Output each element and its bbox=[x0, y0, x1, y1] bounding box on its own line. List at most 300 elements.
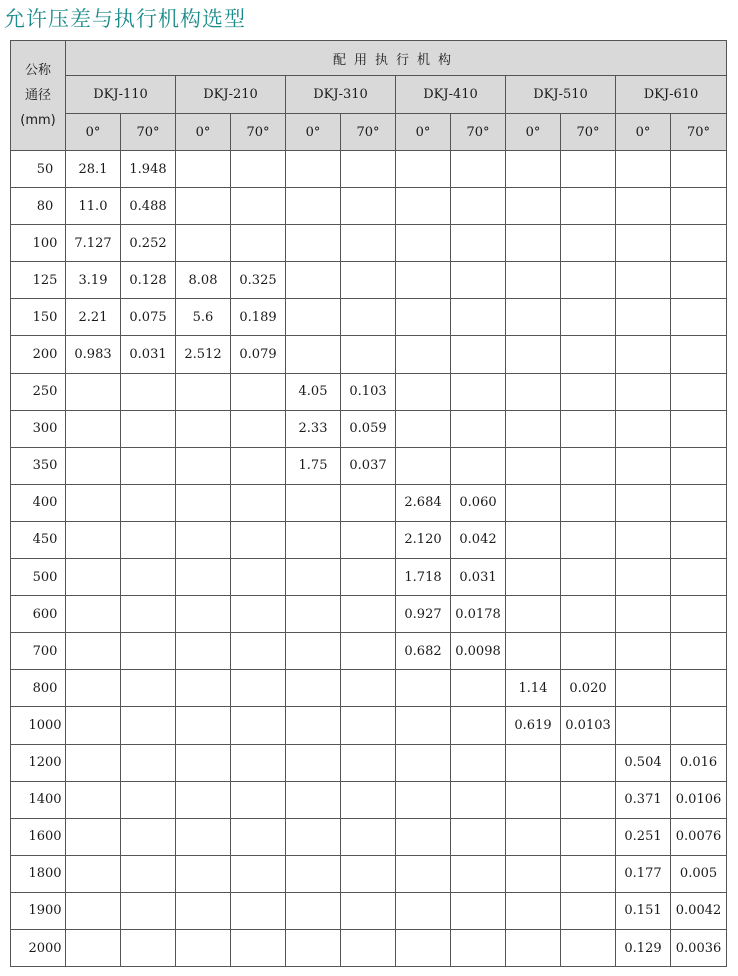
pressure-value-cell bbox=[286, 818, 341, 855]
pressure-value-cell bbox=[286, 299, 341, 336]
pressure-value-cell bbox=[451, 225, 506, 262]
pressure-value-cell bbox=[616, 633, 671, 670]
nominal-diameter-cell: 1200 bbox=[11, 744, 66, 781]
pressure-value-cell bbox=[286, 670, 341, 707]
pressure-value-cell bbox=[66, 707, 121, 744]
pressure-value-cell bbox=[616, 521, 671, 558]
pressure-value-cell bbox=[286, 336, 341, 373]
pressure-value-cell bbox=[451, 744, 506, 781]
page-title: 允许压差与执行机构选型 bbox=[4, 7, 246, 31]
model-header: DKJ-610 bbox=[616, 76, 727, 114]
pressure-value-cell bbox=[506, 447, 561, 484]
nominal-diameter-cell: 150 bbox=[11, 299, 66, 336]
pressure-value-cell bbox=[506, 744, 561, 781]
pressure-value-cell bbox=[671, 596, 727, 633]
pressure-value-cell: 5.6 bbox=[176, 299, 231, 336]
nominal-diameter-cell: 300 bbox=[11, 410, 66, 447]
pressure-value-cell: 2.21 bbox=[66, 299, 121, 336]
angle-header: 70° bbox=[451, 114, 506, 151]
pressure-value-cell bbox=[506, 484, 561, 521]
pressure-value-cell bbox=[231, 633, 286, 670]
pressure-value-cell bbox=[396, 892, 451, 929]
pressure-value-cell bbox=[121, 707, 176, 744]
pressure-value-cell: 2.120 bbox=[396, 521, 451, 558]
nominal-diameter-cell: 1400 bbox=[11, 781, 66, 818]
pressure-value-cell bbox=[66, 521, 121, 558]
pressure-value-cell bbox=[451, 262, 506, 299]
pressure-value-cell bbox=[561, 299, 616, 336]
pressure-value-cell bbox=[616, 596, 671, 633]
pressure-value-cell: 1.718 bbox=[396, 559, 451, 596]
pressure-value-cell bbox=[176, 670, 231, 707]
pressure-value-cell bbox=[561, 559, 616, 596]
nominal-diameter-cell: 1600 bbox=[11, 818, 66, 855]
angle-header: 0° bbox=[66, 114, 121, 151]
pressure-value-cell: 1.14 bbox=[506, 670, 561, 707]
pressure-value-cell bbox=[396, 670, 451, 707]
pressure-value-cell: 0.325 bbox=[231, 262, 286, 299]
pressure-value-cell bbox=[286, 559, 341, 596]
pressure-value-cell bbox=[616, 188, 671, 225]
pressure-value-cell bbox=[341, 855, 396, 892]
pressure-value-cell bbox=[66, 410, 121, 447]
pressure-value-cell bbox=[231, 670, 286, 707]
pressure-value-cell: 0.031 bbox=[121, 336, 176, 373]
nominal-diameter-cell: 1000 bbox=[11, 707, 66, 744]
pressure-value-cell bbox=[66, 484, 121, 521]
pressure-value-cell bbox=[671, 559, 727, 596]
pressure-value-cell: 0.189 bbox=[231, 299, 286, 336]
pressure-value-cell bbox=[451, 336, 506, 373]
pressure-value-cell: 0.128 bbox=[121, 262, 176, 299]
pressure-value-cell bbox=[231, 781, 286, 818]
nominal-diameter-cell: 250 bbox=[11, 373, 66, 410]
pressure-value-cell bbox=[671, 151, 727, 188]
pressure-value-cell bbox=[231, 521, 286, 558]
pressure-value-cell bbox=[451, 929, 506, 966]
pressure-actuator-table bbox=[10, 40, 727, 967]
pressure-value-cell bbox=[396, 336, 451, 373]
pressure-value-cell bbox=[176, 707, 231, 744]
pressure-value-cell bbox=[561, 410, 616, 447]
pressure-value-cell bbox=[176, 373, 231, 410]
pressure-value-cell bbox=[451, 855, 506, 892]
pressure-value-cell: 0.0106 bbox=[671, 781, 727, 818]
pressure-value-cell bbox=[231, 892, 286, 929]
table-row bbox=[11, 707, 727, 744]
pressure-value-cell bbox=[671, 373, 727, 410]
angle-header: 70° bbox=[341, 114, 396, 151]
table-row bbox=[11, 447, 727, 484]
pressure-value-cell bbox=[121, 447, 176, 484]
pressure-value-cell bbox=[176, 596, 231, 633]
pressure-value-cell bbox=[506, 892, 561, 929]
pressure-value-cell: 0.0042 bbox=[671, 892, 727, 929]
pressure-value-cell bbox=[561, 892, 616, 929]
pressure-value-cell bbox=[561, 596, 616, 633]
angle-header: 0° bbox=[616, 114, 671, 151]
nominal-diameter-cell: 700 bbox=[11, 633, 66, 670]
pressure-value-cell bbox=[176, 744, 231, 781]
pressure-value-cell: 0.0076 bbox=[671, 818, 727, 855]
pressure-value-cell bbox=[396, 410, 451, 447]
pressure-value-cell bbox=[396, 744, 451, 781]
pressure-value-cell bbox=[396, 299, 451, 336]
pressure-value-cell bbox=[451, 299, 506, 336]
model-header: DKJ-510 bbox=[506, 76, 616, 114]
actuator-super-header: 配用执行机构 bbox=[66, 41, 727, 76]
nominal-diameter-cell: 800 bbox=[11, 670, 66, 707]
table-row bbox=[11, 262, 727, 299]
pressure-value-cell: 0.251 bbox=[616, 818, 671, 855]
nominal-diameter-cell: 80 bbox=[11, 188, 66, 225]
pressure-value-cell bbox=[176, 818, 231, 855]
pressure-value-cell bbox=[121, 744, 176, 781]
pressure-value-cell bbox=[176, 188, 231, 225]
pressure-value-cell bbox=[341, 559, 396, 596]
pressure-value-cell bbox=[121, 521, 176, 558]
pressure-value-cell: 0.129 bbox=[616, 929, 671, 966]
pressure-value-cell bbox=[396, 447, 451, 484]
pressure-value-cell bbox=[506, 559, 561, 596]
pressure-value-cell bbox=[286, 484, 341, 521]
pressure-value-cell bbox=[176, 484, 231, 521]
table-row bbox=[11, 373, 727, 410]
pressure-value-cell bbox=[286, 521, 341, 558]
pressure-value-cell bbox=[176, 855, 231, 892]
pressure-value-cell: 4.05 bbox=[286, 373, 341, 410]
nominal-diameter-cell: 125 bbox=[11, 262, 66, 299]
header-row-super bbox=[11, 41, 727, 76]
pressure-value-cell bbox=[561, 521, 616, 558]
table-row bbox=[11, 633, 727, 670]
pressure-value-cell bbox=[286, 262, 341, 299]
pressure-value-cell bbox=[231, 410, 286, 447]
pressure-value-cell bbox=[286, 225, 341, 262]
pressure-value-cell bbox=[671, 336, 727, 373]
pressure-value-cell bbox=[286, 596, 341, 633]
pressure-value-cell bbox=[396, 151, 451, 188]
pressure-value-cell: 0.488 bbox=[121, 188, 176, 225]
pressure-value-cell: 11.0 bbox=[66, 188, 121, 225]
pressure-value-cell bbox=[451, 781, 506, 818]
pressure-value-cell bbox=[506, 633, 561, 670]
pressure-value-cell bbox=[341, 484, 396, 521]
pressure-value-cell bbox=[671, 410, 727, 447]
pressure-value-cell bbox=[286, 188, 341, 225]
pressure-value-cell: 0.177 bbox=[616, 855, 671, 892]
nominal-diameter-cell: 450 bbox=[11, 521, 66, 558]
pressure-value-cell: 2.684 bbox=[396, 484, 451, 521]
table-row bbox=[11, 781, 727, 818]
pressure-value-cell bbox=[506, 855, 561, 892]
pressure-value-cell bbox=[451, 892, 506, 929]
nominal-diameter-cell: 100 bbox=[11, 225, 66, 262]
pressure-value-cell: 1.75 bbox=[286, 447, 341, 484]
pressure-value-cell bbox=[561, 781, 616, 818]
pressure-value-cell bbox=[506, 781, 561, 818]
pressure-value-cell bbox=[66, 670, 121, 707]
pressure-value-cell bbox=[506, 410, 561, 447]
nominal-diameter-cell: 500 bbox=[11, 559, 66, 596]
pressure-value-cell bbox=[286, 892, 341, 929]
pressure-value-cell: 8.08 bbox=[176, 262, 231, 299]
pressure-value-cell: 0.0103 bbox=[561, 707, 616, 744]
nominal-diameter-cell: 350 bbox=[11, 447, 66, 484]
pressure-value-cell bbox=[561, 447, 616, 484]
pressure-value-cell: 0.504 bbox=[616, 744, 671, 781]
pressure-value-cell bbox=[341, 225, 396, 262]
pressure-value-cell bbox=[341, 299, 396, 336]
pressure-value-cell bbox=[341, 521, 396, 558]
angle-header: 0° bbox=[176, 114, 231, 151]
pressure-value-cell bbox=[231, 373, 286, 410]
pressure-value-cell bbox=[671, 262, 727, 299]
pressure-value-cell: 0.0098 bbox=[451, 633, 506, 670]
table-row bbox=[11, 336, 727, 373]
pressure-value-cell bbox=[561, 336, 616, 373]
model-header: DKJ-110 bbox=[66, 76, 176, 114]
pressure-value-cell bbox=[231, 744, 286, 781]
pressure-value-cell bbox=[506, 225, 561, 262]
pressure-value-cell bbox=[231, 559, 286, 596]
pressure-value-cell bbox=[121, 633, 176, 670]
pressure-value-cell bbox=[506, 373, 561, 410]
pressure-value-cell bbox=[66, 447, 121, 484]
pressure-value-cell bbox=[561, 373, 616, 410]
table-row bbox=[11, 484, 727, 521]
table-row bbox=[11, 670, 727, 707]
pressure-value-cell: 0.016 bbox=[671, 744, 727, 781]
pressure-value-cell bbox=[506, 262, 561, 299]
pressure-value-cell bbox=[506, 336, 561, 373]
header-row-angles bbox=[11, 114, 727, 151]
pressure-value-cell bbox=[451, 707, 506, 744]
pressure-value-cell bbox=[396, 225, 451, 262]
angle-header: 70° bbox=[561, 114, 616, 151]
pressure-value-cell bbox=[451, 818, 506, 855]
pressure-value-cell bbox=[121, 373, 176, 410]
pressure-value-cell: 0.103 bbox=[341, 373, 396, 410]
header-row-models bbox=[11, 76, 727, 114]
pressure-value-cell bbox=[286, 633, 341, 670]
angle-header: 70° bbox=[671, 114, 727, 151]
pressure-value-cell bbox=[341, 262, 396, 299]
pressure-value-cell bbox=[616, 484, 671, 521]
pressure-value-cell bbox=[561, 633, 616, 670]
nominal-diameter-cell: 1800 bbox=[11, 855, 66, 892]
pressure-value-cell bbox=[506, 596, 561, 633]
pressure-value-cell bbox=[616, 373, 671, 410]
pressure-value-cell bbox=[121, 559, 176, 596]
pressure-value-cell bbox=[451, 670, 506, 707]
pressure-value-cell bbox=[561, 744, 616, 781]
pressure-value-cell bbox=[66, 929, 121, 966]
pressure-value-cell bbox=[616, 299, 671, 336]
pressure-value-cell bbox=[176, 781, 231, 818]
angle-header: 0° bbox=[396, 114, 451, 151]
pressure-value-cell bbox=[66, 855, 121, 892]
model-header: DKJ-310 bbox=[286, 76, 396, 114]
table-row bbox=[11, 596, 727, 633]
corner-label-2: 通径 bbox=[24, 88, 51, 103]
pressure-value-cell bbox=[231, 447, 286, 484]
corner-label-3: (mm) bbox=[20, 113, 56, 128]
pressure-value-cell bbox=[561, 151, 616, 188]
pressure-value-cell bbox=[341, 596, 396, 633]
table-row bbox=[11, 151, 727, 188]
table-row bbox=[11, 299, 727, 336]
pressure-value-cell: 0.151 bbox=[616, 892, 671, 929]
pressure-value-cell bbox=[671, 633, 727, 670]
pressure-value-cell bbox=[506, 151, 561, 188]
pressure-value-cell bbox=[616, 225, 671, 262]
pressure-value-cell bbox=[506, 818, 561, 855]
pressure-value-cell bbox=[231, 151, 286, 188]
angle-header: 70° bbox=[231, 114, 286, 151]
model-header: DKJ-210 bbox=[176, 76, 286, 114]
pressure-value-cell bbox=[616, 410, 671, 447]
pressure-value-cell bbox=[396, 373, 451, 410]
pressure-value-cell bbox=[561, 818, 616, 855]
pressure-value-cell bbox=[506, 188, 561, 225]
pressure-value-cell bbox=[66, 633, 121, 670]
pressure-value-cell: 28.1 bbox=[66, 151, 121, 188]
pressure-value-cell bbox=[176, 447, 231, 484]
pressure-value-cell: 0.075 bbox=[121, 299, 176, 336]
pressure-value-cell bbox=[176, 559, 231, 596]
pressure-value-cell bbox=[176, 521, 231, 558]
pressure-value-cell: 7.127 bbox=[66, 225, 121, 262]
model-header: DKJ-410 bbox=[396, 76, 506, 114]
pressure-value-cell bbox=[66, 744, 121, 781]
pressure-value-cell: 0.079 bbox=[231, 336, 286, 373]
pressure-value-cell: 0.005 bbox=[671, 855, 727, 892]
pressure-value-cell bbox=[66, 373, 121, 410]
pressure-value-cell bbox=[231, 855, 286, 892]
pressure-value-cell bbox=[396, 781, 451, 818]
pressure-value-cell bbox=[616, 336, 671, 373]
pressure-value-cell bbox=[231, 188, 286, 225]
pressure-value-cell bbox=[396, 855, 451, 892]
pressure-value-cell bbox=[121, 781, 176, 818]
pressure-value-cell bbox=[561, 262, 616, 299]
pressure-value-cell bbox=[121, 596, 176, 633]
pressure-value-cell bbox=[671, 670, 727, 707]
pressure-value-cell bbox=[176, 410, 231, 447]
pressure-value-cell bbox=[561, 484, 616, 521]
pressure-value-cell bbox=[506, 929, 561, 966]
pressure-value-cell bbox=[561, 188, 616, 225]
pressure-value-cell bbox=[616, 262, 671, 299]
pressure-value-cell bbox=[341, 633, 396, 670]
pressure-value-cell bbox=[451, 151, 506, 188]
pressure-value-cell bbox=[176, 633, 231, 670]
pressure-value-cell bbox=[671, 521, 727, 558]
pressure-value-cell bbox=[396, 188, 451, 225]
pressure-value-cell bbox=[121, 892, 176, 929]
pressure-value-cell: 2.512 bbox=[176, 336, 231, 373]
table-row bbox=[11, 892, 727, 929]
pressure-value-cell: 0.037 bbox=[341, 447, 396, 484]
pressure-value-cell bbox=[286, 744, 341, 781]
pressure-value-cell: 0.371 bbox=[616, 781, 671, 818]
pressure-value-cell bbox=[231, 818, 286, 855]
pressure-value-cell bbox=[671, 188, 727, 225]
pressure-value-cell: 0.059 bbox=[341, 410, 396, 447]
pressure-value-cell bbox=[231, 596, 286, 633]
pressure-value-cell: 0.060 bbox=[451, 484, 506, 521]
pressure-value-cell bbox=[341, 707, 396, 744]
pressure-value-cell bbox=[671, 484, 727, 521]
pressure-value-cell bbox=[341, 336, 396, 373]
angle-header: 70° bbox=[121, 114, 176, 151]
pressure-value-cell: 0.020 bbox=[561, 670, 616, 707]
angle-header: 0° bbox=[506, 114, 561, 151]
pressure-value-cell bbox=[121, 855, 176, 892]
pressure-value-cell bbox=[121, 484, 176, 521]
pressure-value-cell bbox=[121, 818, 176, 855]
pressure-value-cell bbox=[341, 818, 396, 855]
pressure-value-cell bbox=[121, 410, 176, 447]
pressure-value-cell bbox=[286, 929, 341, 966]
nominal-diameter-cell: 50 bbox=[11, 151, 66, 188]
pressure-value-cell bbox=[231, 929, 286, 966]
pressure-value-cell bbox=[506, 521, 561, 558]
pressure-value-cell: 1.948 bbox=[121, 151, 176, 188]
nominal-diameter-cell: 400 bbox=[11, 484, 66, 521]
pressure-value-cell: 0.927 bbox=[396, 596, 451, 633]
pressure-value-cell bbox=[121, 670, 176, 707]
pressure-value-cell bbox=[616, 447, 671, 484]
pressure-value-cell bbox=[231, 707, 286, 744]
pressure-value-cell: 0.983 bbox=[66, 336, 121, 373]
pressure-value-cell bbox=[396, 707, 451, 744]
pressure-value-cell bbox=[451, 373, 506, 410]
pressure-value-cell bbox=[66, 892, 121, 929]
pressure-value-cell: 0.0036 bbox=[671, 929, 727, 966]
pressure-value-cell: 3.19 bbox=[66, 262, 121, 299]
pressure-value-cell bbox=[341, 781, 396, 818]
table-row bbox=[11, 744, 727, 781]
table-row bbox=[11, 818, 727, 855]
table-row bbox=[11, 855, 727, 892]
pressure-value-cell bbox=[506, 299, 561, 336]
pressure-value-cell: 0.042 bbox=[451, 521, 506, 558]
pressure-value-cell bbox=[341, 670, 396, 707]
pressure-value-cell bbox=[561, 225, 616, 262]
table-row bbox=[11, 521, 727, 558]
pressure-value-cell bbox=[451, 410, 506, 447]
pressure-value-cell bbox=[616, 151, 671, 188]
pressure-value-cell bbox=[561, 855, 616, 892]
pressure-value-cell bbox=[396, 929, 451, 966]
pressure-value-cell bbox=[451, 188, 506, 225]
pressure-value-cell bbox=[451, 447, 506, 484]
table-row bbox=[11, 559, 727, 596]
pressure-value-cell bbox=[671, 225, 727, 262]
pressure-value-cell bbox=[66, 818, 121, 855]
pressure-value-cell bbox=[341, 929, 396, 966]
table-row bbox=[11, 188, 727, 225]
pressure-value-cell bbox=[616, 670, 671, 707]
pressure-value-cell bbox=[671, 707, 727, 744]
pressure-value-cell: 0.0178 bbox=[451, 596, 506, 633]
pressure-value-cell: 0.031 bbox=[451, 559, 506, 596]
pressure-value-cell bbox=[176, 929, 231, 966]
pressure-value-cell bbox=[396, 818, 451, 855]
pressure-value-cell bbox=[671, 447, 727, 484]
